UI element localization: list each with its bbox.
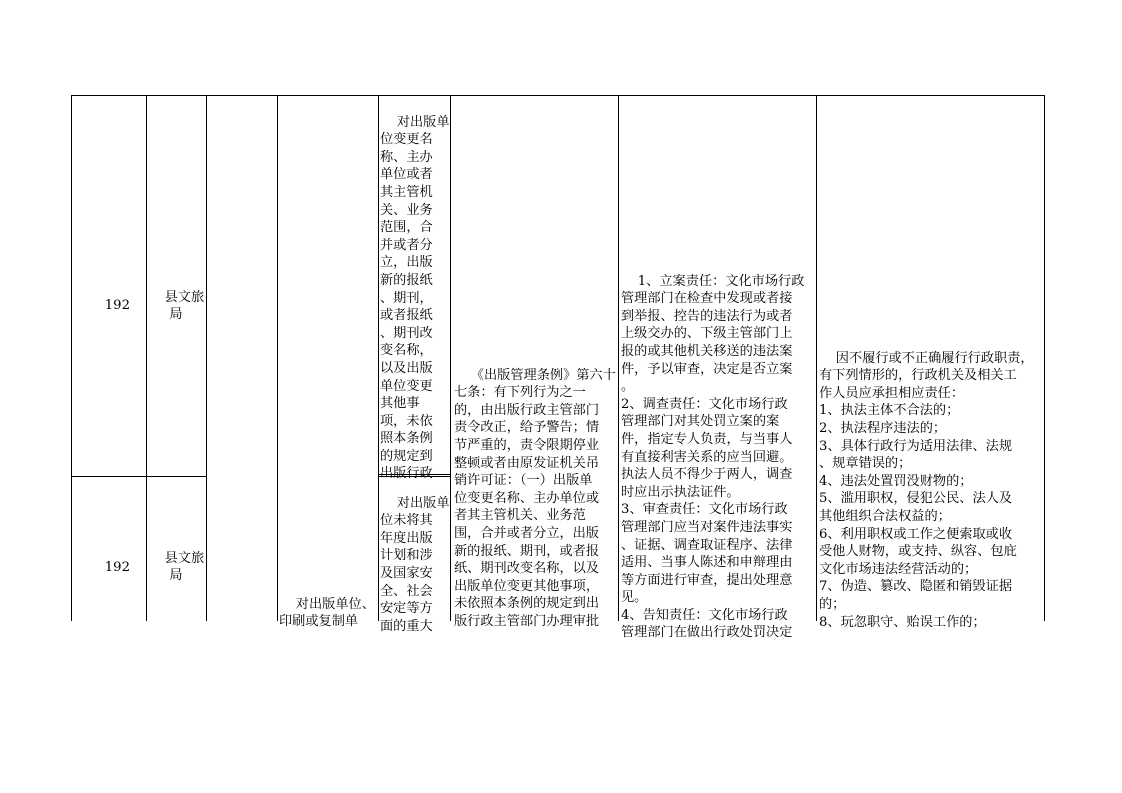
table-cell-dept <box>146 271 206 341</box>
table-cell-duty <box>620 255 816 641</box>
table-cell-subitem <box>379 477 450 634</box>
table-cell-dept <box>146 532 206 602</box>
row-number: 192 <box>104 297 130 313</box>
table-cell-liability <box>818 332 1044 630</box>
table-cell-no <box>72 279 146 332</box>
row-divider <box>72 476 206 477</box>
table-cell-item <box>279 578 378 630</box>
item-text: 对出版单位、 印刷或复制单 <box>279 596 375 630</box>
department-name: 县文旅 局 <box>164 550 205 584</box>
department-name: 县文旅 局 <box>164 289 205 323</box>
row-number: 192 <box>104 559 130 575</box>
col-divider <box>618 96 619 621</box>
liability-text: 因不履行或不正确履行行政职责， 有下列情形的，行政机关及相关工 作人员应承担相应责任： 1、执法主体不合法的； 2、执法程序违法的； 3、具体行政行为适用法律、法规 、规章错误的； 4、违法处置罚没财物的； 5、滥用职权，侵犯公民、法人及 其他组织合法权益的； 6、利用职权或工作之便索取或收 受他人财物，或支持、纵容、包庇 文化市场违法经营活动的； 7、伪造、篡改、隐匿和销毁证据 的； 8、玩忽职守、贻误工作的； <box>819 350 1034 630</box>
duty-text: 1、立案责任：文化市场行政 管理部门在检查中发现或者接 到举报、控告的违法行为或者 上级交办的、下级主管部门上 报的或其他机关移送的违法案 件，予以审查，决定是否立案 。 2、调查责任：文化市场行政 管理部门对其处罚立案的案 件，指定专人负责，与当事人 有直接利害关系的应当回避。 执法人员不得少于两人，调查 时应出示执法证件。 3、审查责任：文化市场行政 管理部门应当对案件违法事实 、证据、调查取证程序、法律 适用、当事人陈述和申辩理由 等方面进行审查，提出处理意 见。 4、告知责任：文化市场行政 管理部门在做出行政处罚决定 <box>621 273 805 641</box>
col-divider <box>816 96 817 621</box>
table-cell-subitem <box>379 96 450 482</box>
col-divider <box>206 96 207 621</box>
sub-item-text: 对出版单 位未将其 年度出版 计划和涉 及国家安 全、社会 安定等方 面的重大 <box>380 495 450 634</box>
legal-basis-text: 《出版管理条例》第六十 七条：有下列行为之一 的，由出版行政主管部门 责令改正，给予警告；情 节严重的，责令限期停业 整顿或者由原发证机关吊 销许可证：（一）出版单 位变更名称、主办单位或 者其主管机关、业务范 围，合并或者分立，出版 新的报纸、期刊，或者报 纸、期刊改变名称，以及 出版单位变更其他事项， 未依照本条例的规定到出 版行政主管部门办理审批 <box>454 367 616 629</box>
duty-table <box>71 95 1045 641</box>
col-divider <box>277 96 278 621</box>
table-cell-no <box>72 541 146 594</box>
sub-item-text: 对出版单 位变更名 称、主办 单位或者 其主管机 关、业务 范围，合 并或者分 立，出版 新的报纸 、期刊， 或者报纸 、期刊改 变名称， 以及出版 单位变更 其他事 项，未依 照本条例 的规定到 出版行政 <box>380 114 450 482</box>
col-divider <box>450 96 451 621</box>
table-cell-basis <box>452 349 618 629</box>
